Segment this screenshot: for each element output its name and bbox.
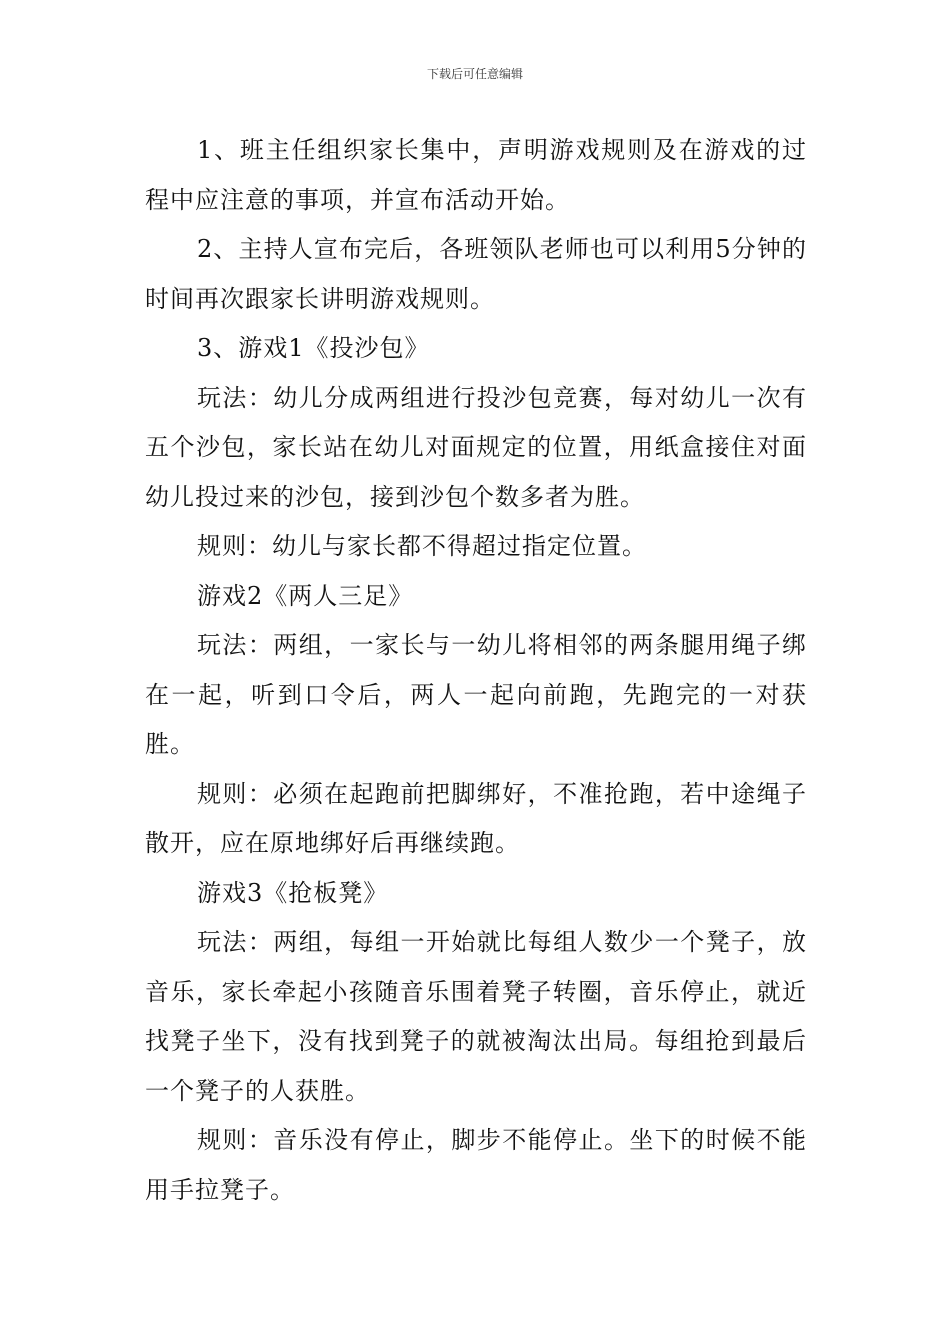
game-1-title: 3、游戏1《投沙包》 [197,334,430,362]
game-3-rules-of-play: 玩法：两组，每组一开始就比每组人数少一个凳子，放音乐，家长牵起小孩随音乐围着凳子转圈，音乐停止，就近找凳子坐下，没有找到凳子的就被淘汰出局。每组抢到最后一个凳子的人获胜。 [145,928,807,1105]
document-body [145,126,807,1215]
paragraph-step-1: 1、班主任组织家长集中，声明游戏规则及在游戏的过程中应注意的事项，并宣布活动开始。 [145,136,807,214]
game-1-rules-of-play: 玩法：幼儿分成两组进行投沙包竞赛，每对幼儿一次有五个沙包，家长站在幼儿对面规定的位置，用纸盒接住对面幼儿投过来的沙包，接到沙包个数多者为胜。 [145,383,807,511]
game-2-rules-of-play: 玩法：两组，一家长与一幼儿将相邻的两条腿用绳子绑在一起，听到口令后，两人一起向前跑，先跑完的一对获胜。 [145,631,807,758]
game-3-title: 游戏3《抢板凳》 [197,878,389,907]
game-2-regulation: 规则：必须在起跑前把脚绑好，不准抢跑，若中途绳子散开，应在原地绑好后再继续跑。 [145,779,807,857]
game-2-title: 游戏2《两人三足》 [197,581,414,610]
game-3-regulation: 规则：音乐没有停止，脚步不能停止。坐下的时候不能用手拉凳子。 [145,1126,807,1204]
game-1-regulation: 规则：幼儿与家长都不得超过指定位置。 [197,532,647,560]
paragraph-step-2: 2、主持人宣布完后，各班领队老师也可以利用5分钟的时间再次跟家长讲明游戏规则。 [145,235,807,313]
page-header: 下载后可任意编辑 [426,67,523,81]
